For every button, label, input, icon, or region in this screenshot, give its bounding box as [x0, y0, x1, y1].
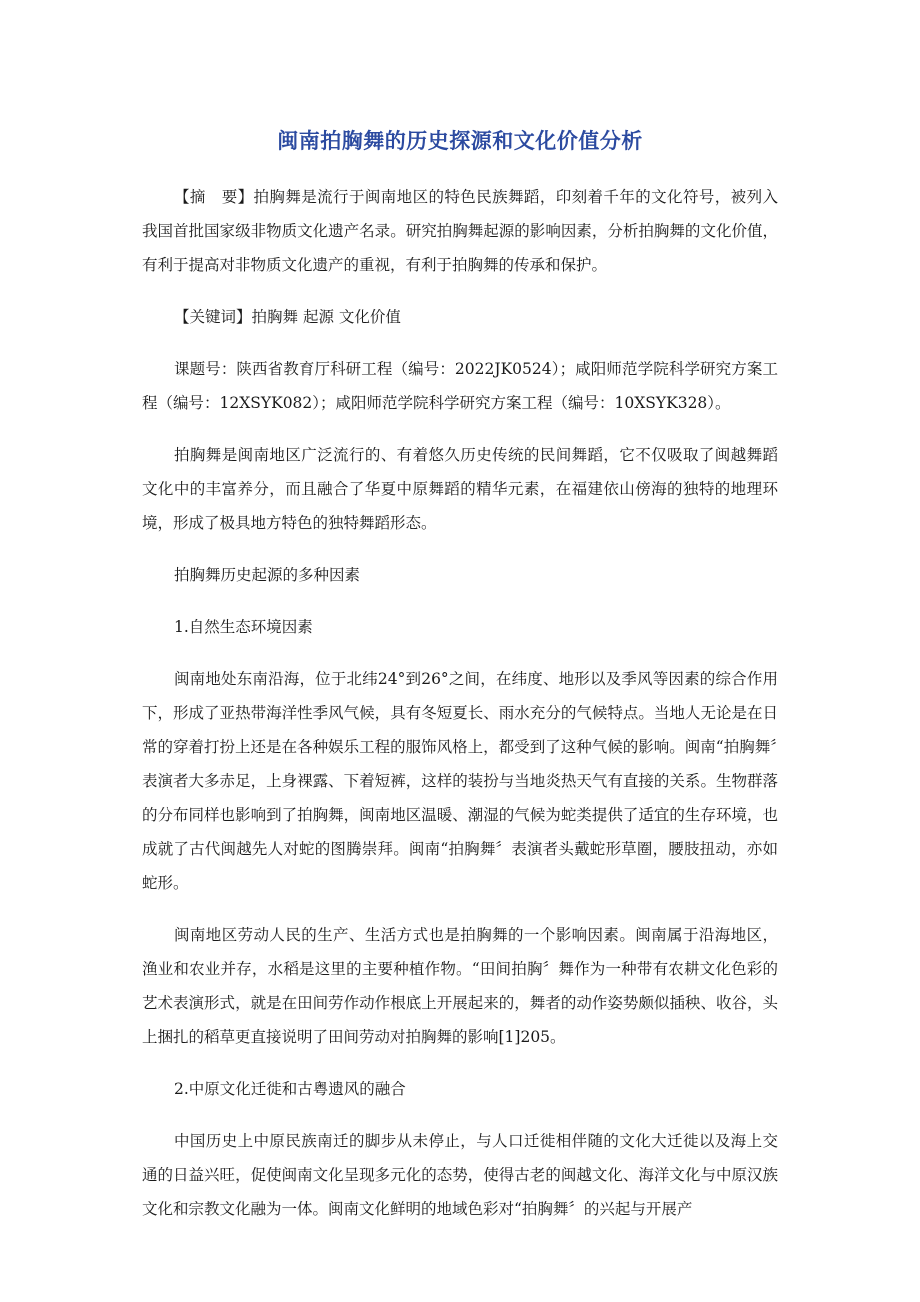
document-body: [142, 180, 778, 1244]
keywords-paragraph: [142, 300, 778, 334]
body-paragraph: 中国历史上中原民族南迁的脚步从未停止，与人口迁徙相伴随的文化大迁徙以及海上交通的日益兴旺，促使闽南文化呈现多元化的态势，使得古老的闽越文化、海洋文化与中原汉族文化和宗教文化融为一体。闽南文化鲜明的地域色彩对“拍胸舞〞的兴起与开展产: [142, 1132, 778, 1218]
body-paragraph: 闽南地区劳动人民的生产、生活方式也是拍胸舞的一个影响因素。闽南属于沿海地区，渔业和农业并存，水稻是这里的主要种植作物。“田间拍胸〞舞作为一种带有农耕文化色彩的艺术表演形式，就是在田间劳作动作根底上开展起来的，舞者的动作姿势颇似插秧、收谷，头上捆扎的稻草更直接说明了田间劳动对拍胸舞的影响[1]205。: [142, 926, 778, 1046]
funding-paragraph: 课题号：陕西省教育厅科研工程（编号：2022JK0524）；咸阳师范学院科学研究方案工程（编号：12XSYK082）；咸阳师范学院科学研究方案工程（编号：10XSYK328）。: [142, 360, 778, 412]
section-heading: 拍胸舞历史起源的多种因素: [174, 566, 361, 584]
intro-paragraph: 拍胸舞是闽南地区广泛流行的、有着悠久历史传统的民间舞蹈，它不仅吸取了闽越舞蹈文化中的丰富养分，而且融合了华夏中原舞蹈的精华元素，在福建依山傍海的独特的地理环境，形成了极具地方特色的独特舞蹈形态。: [142, 446, 778, 532]
keywords-label: 【关键词】: [174, 308, 252, 326]
abstract-paragraph: [142, 180, 778, 282]
subsection-heading-2: 2.中原文化迁徙和古粤遗风的融合: [174, 1080, 406, 1098]
body-paragraph: 闽南地处东南沿海，位于北纬24°到26°之间，在纬度、地形以及季风等因素的综合作用下，形成了亚热带海洋性季风气候，具有冬短夏长、雨水充分的气候特点。当地人无论是在日常的穿着打扮上还是在各种娱乐工程的服饰风格上，都受到了这种气候的影响。闽南“拍胸舞〞表演者大多赤足，上身裸露、下着短裤，这样的装扮与当地炎热天气有直接的关系。生物群落的分布同样也影响到了拍胸舞，闽南地区温暖、潮湿的气候为蛇类提供了适宜的生存环境，也成就了古代闽越先人对蛇的图腾崇拜。闽南“拍胸舞〞表演者头戴蛇形草圈，腰肢扭动，亦如蛇形。: [142, 670, 778, 892]
keywords-text: 拍胸舞 起源 文化价值: [251, 308, 401, 326]
document-title: 闽南拍胸舞的历史探源和文化价值分析: [277, 129, 643, 153]
subsection-heading-1: 1.自然生态环境因素: [174, 618, 313, 636]
abstract-text: 拍胸舞是流行于闽南地区的特色民族舞蹈，印刻着千年的文化符号，被列入我国首批国家级非物质文化遗产名录。研究拍胸舞起源的影响因素，分析拍胸舞的文化价值，有利于提高对非物质文化遗产的重视，有利于拍胸舞的传承和保护。: [142, 188, 778, 274]
abstract-label: 【摘 要】: [174, 188, 254, 206]
